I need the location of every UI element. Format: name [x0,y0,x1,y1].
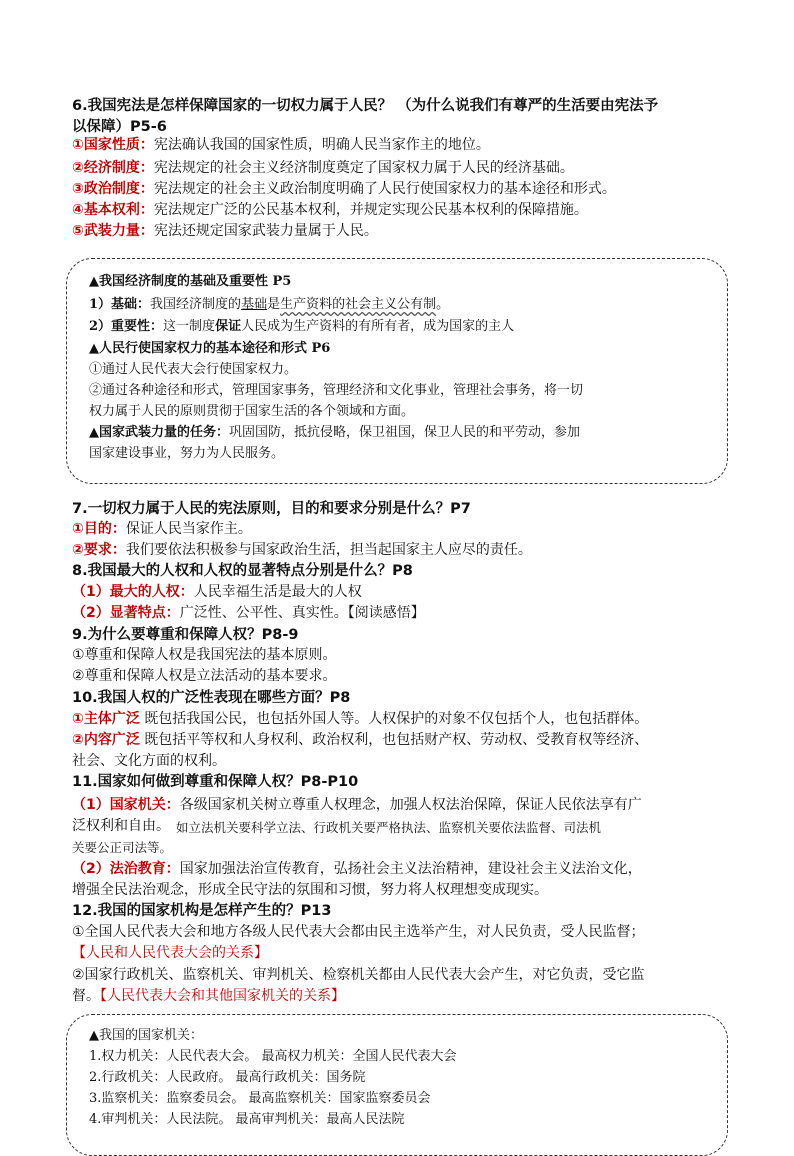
q12-a2-end: 督。 [72,988,100,1004]
q7-answer-1 [72,519,732,540]
q6-item-3-label: ③政治制度： [72,181,154,197]
q6-item-4 [72,200,732,221]
q12-answer-2: ②国家行政机关、监察机关、审判机关、检察机关都由人民代表大会产生，对它负责，受它监 [72,967,645,983]
box2-line-2: 2.行政机关：人民政府。 最高行政机关：国务院 [89,1070,366,1085]
q7-a1-label: ①目的： [72,521,126,537]
q8-a1-label: （1）最大的人权： [72,584,194,600]
box1-line-7: 国家建设事业，努力为人民服务。 [89,446,285,461]
q11-a2-label: （2）法治教育： [72,861,180,877]
question-11-title: 11.国家如何做到尊重和保障人权？P8-P10 [72,774,359,790]
q12-answer-1: ①全国人民代表大会和地方各级人民代表大会都由民主选举产生，对人民负责，受人民监督； [72,924,645,940]
box1-heading-2: ▲人民行使国家权力的基本途径和形式 P6 [89,341,331,356]
q6-item-2 [72,158,732,179]
box2-line-4: 4.审判机关：人民法院。 最高审判机关：最高人民法院 [89,1112,405,1127]
q8-a1-text: 人民幸福生活是最大的人权 [193,584,362,600]
q6-item-1-label: ①国家性质： [72,137,154,153]
q6-item-2-label: ②经济制度： [72,160,154,176]
box1-l2-label: 2）重要性： [89,319,164,334]
q7-a1-text: 保证人民当家作主。 [125,521,252,537]
q9-answer-1: ①尊重和保障人权是我国宪法的基本原则。 [72,647,337,663]
q10-answer-1 [72,709,732,730]
q11-answer-1-cont: 泛权利和自由。 [72,818,170,834]
box1-line-1 [89,294,449,315]
q12-a2-note: 【人民代表大会和其他国家机关的关系】 [100,988,345,1004]
q7-a2-label: ②要求： [72,542,126,558]
q6-item-5 [72,221,732,242]
q6-item-4-label: ④基本权利： [72,202,154,218]
box1-l2-rest: 人民成为生产资料的有所有者，成为国家的主人 [241,319,515,334]
q12-answer-1-note: 【人民和人民代表大会的关系】 [72,945,268,961]
question-7-title: 7.一切权力属于人民的宪法原则，目的和要求分别是什么？P7 [72,501,471,517]
q6-item-4-text: 宪法规定广泛的公民基本权利，并规定实现公民基本权利的保障措施。 [153,202,588,218]
q10-answer-2-cont: 社会、文化方面的权利。 [72,753,226,769]
q10-a1-text: 既包括我国公民，也包括外国人等。人权保护的对象不仅包括个人，也包括群体。 [139,711,649,727]
q10-answer-2 [72,730,732,751]
q11-small-note-2: 关要公正司法等。 [72,840,173,855]
q11-answer-2 [72,859,732,880]
q12-answer-2-cont [72,986,732,1007]
box1-l1-u2: 生产资料的社会主义公有制 [280,297,437,312]
q8-a2-text: 广泛性、公平性、真实性。【阅读感悟】 [179,605,425,621]
question-6-title-line2: 以保障）P5-6 [72,119,167,135]
box1-l1-u1: 基础 [241,297,268,312]
box1-l2-pre: 这一制度 [163,319,216,334]
box2-line-1: 1.权力机关：人民代表大会。 最高权力机关：全国人民代表大会 [89,1049,457,1064]
q6-item-5-text: 宪法还规定国家武装力量属于人民。 [153,223,378,239]
q6-item-3 [72,179,732,200]
question-12-title: 12.我国的国家机构是怎样产生的？P13 [72,903,332,919]
q9-answer-2: ②尊重和保障人权是立法活动的基本要求。 [72,668,337,684]
q6-item-3-text: 宪法规定的社会主义政治制度明确了人民行使国家权力的基本途径和形式。 [153,181,616,197]
q10-a2-text: 既包括平等权和人身权利、政治权利，也包括财产权、劳动权、受教育权等经济、 [139,732,649,748]
q11-a1-label: （1）国家机关： [72,797,180,813]
box1-line-4: ②通过各种途径和形式，管理国家事务，管理经济和文化事业，管理社会事务，将一切 [89,383,584,398]
q11-small-note-1: 如立法机关要科学立法、行政机关要严格执法、监察机关要依法监督、司法机 [176,820,602,835]
q10-a1-label: ①主体广泛 [72,711,140,727]
box2-line-3: 3.监察机关：监察委员会。 最高监察机关：国家监察委员会 [89,1091,431,1106]
question-10-title: 10.我国人权的广泛性表现在哪些方面？P8 [72,690,351,706]
question-8-title: 8.我国最大的人权和人权的显著特点分别是什么？P8 [72,563,413,579]
box1-line-2 [89,316,514,337]
box1-l1-mid: 是 [267,297,281,312]
question-9-title: 9.为什么要尊重和保障人权？P8-9 [72,627,299,643]
box1-heading-1: ▲我国经济制度的基础及重要性 P5 [89,274,292,289]
box2-heading: ▲我国的国家机关： [89,1028,203,1043]
box1-l2-u: 保证 [215,319,242,334]
q11-a2-text: 国家加强法治宣传教育，弘扬社会主义法治精神，建设社会主义法治文化， [179,861,642,877]
q10-a2-label: ②内容广泛 [72,732,140,748]
box1-line-6 [89,422,580,443]
q6-item-1-text: 宪法确认我国的国家性质，明确人民当家作主的地位。 [153,137,490,153]
q6-item-1 [72,135,732,156]
box1-l1-label: 1）基础： [89,297,151,312]
q8-answer-1 [72,582,732,603]
box1-l1-pre: 我国经济制度的 [150,297,242,312]
q8-a2-label: （2）显著特点： [72,605,180,621]
box1-line-3: ①通过人民代表大会行使国家权力。 [89,362,298,377]
q8-answer-2 [72,603,732,624]
q11-answer-2-cont: 增强全民法治观念，形成全民守法的氛围和习惯，努力将人权理想变成现实。 [72,882,548,898]
note-box-1 [66,258,728,484]
q11-a1-text: 各级国家机关树立尊重人权理念，加强人权法治保障，保证人民依法享有广 [179,797,642,813]
note-box-2 [66,1014,728,1156]
q11-answer-1 [72,795,732,816]
box1-line-5: 权力属于人民的原则贯彻于国家生活的各个领域和方面。 [89,404,415,419]
q6-item-5-label: ⑤武装力量： [72,223,154,239]
question-6-title-line1: 6.我国宪法是怎样保障国家的一切权力属于人民？ （为什么说我们有尊严的生活要由宪法予 [72,98,659,114]
q7-answer-2 [72,540,732,561]
box1-h3-label: ▲国家武装力量的任务： [89,425,229,440]
box1-h3-text: 巩固国防，抵抗侵略，保卫祖国，保卫人民的和平劳动，参加 [229,425,581,440]
q6-item-2-text: 宪法规定的社会主义经济制度奠定了国家权力属于人民的经济基础。 [153,160,574,176]
q7-a2-text: 我们要依法积极参与国家政治生活，担当起国家主人应尽的责任。 [125,542,532,558]
box1-l1-end: 。 [436,297,450,312]
